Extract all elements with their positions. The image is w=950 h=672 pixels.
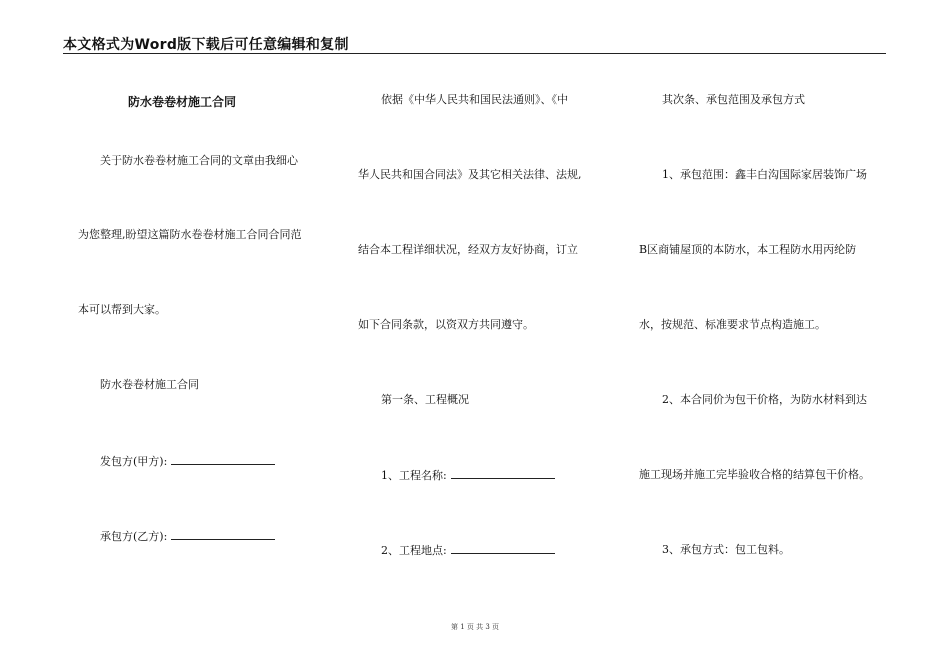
- party-b-row: [100, 529, 275, 544]
- party-a-blank: [171, 454, 275, 465]
- header-divider: [63, 53, 886, 54]
- header-title: 本文格式为Word版下载后可任意编辑和复制: [63, 37, 349, 53]
- intro-line-3: 本可以帮到大家。: [78, 303, 166, 316]
- project-location-label: 2、工程地点:: [381, 544, 447, 557]
- article-2-heading: 其次条、承包范围及承包方式: [662, 93, 805, 106]
- intro-line-1: 关于防水卷卷材施工合同的文章由我细心: [100, 154, 298, 167]
- project-name-blank: [451, 468, 555, 479]
- basis-line-3: 结合本工程详细状况，经双方友好协商，订立: [358, 243, 578, 256]
- scope-line-1: 1、承包范围：鑫丰白沟国际家居装饰广场: [662, 168, 867, 181]
- scope-line-3: 水，按规范、标准要求节点构造施工。: [639, 318, 826, 331]
- project-location-blank: [451, 543, 555, 554]
- project-name-row: [381, 468, 555, 483]
- price-line-2: 施工现场并施工完毕验收合格的结算包干价格。: [639, 468, 870, 481]
- party-a-row: [100, 454, 275, 469]
- document-title: 防水卷卷材施工合同: [128, 95, 237, 109]
- project-name-label: 1、工程名称:: [381, 469, 447, 482]
- basis-line-1: 依据《中华人民共和国民法通则》、《中: [381, 93, 568, 106]
- basis-line-2: 华人民共和国合同法》及其它相关法律、法规,: [358, 168, 582, 181]
- contract-subtitle: 防水卷卷材施工合同: [100, 378, 199, 391]
- project-location-row: [381, 543, 555, 558]
- intro-line-2: 为您整理,盼望这篇防水卷卷材施工合同合同范: [78, 228, 302, 241]
- party-b-label: 承包方(乙方):: [100, 530, 168, 543]
- basis-line-4: 如下合同条款，以资双方共同遵守。: [358, 318, 534, 331]
- article-1-heading: 第一条、工程概况: [381, 393, 469, 406]
- party-a-label: 发包方(甲方):: [100, 455, 168, 468]
- party-b-blank: [171, 529, 275, 540]
- method-line: 3、承包方式：包工包料。: [662, 543, 790, 556]
- price-line-1: 2、本合同价为包干价格，为防水材料到达: [662, 393, 867, 406]
- page-number: 第 1 页 共 3 页: [450, 623, 500, 631]
- scope-line-2: B区商铺屋顶的本防水，本工程防水用丙纶防: [639, 243, 857, 256]
